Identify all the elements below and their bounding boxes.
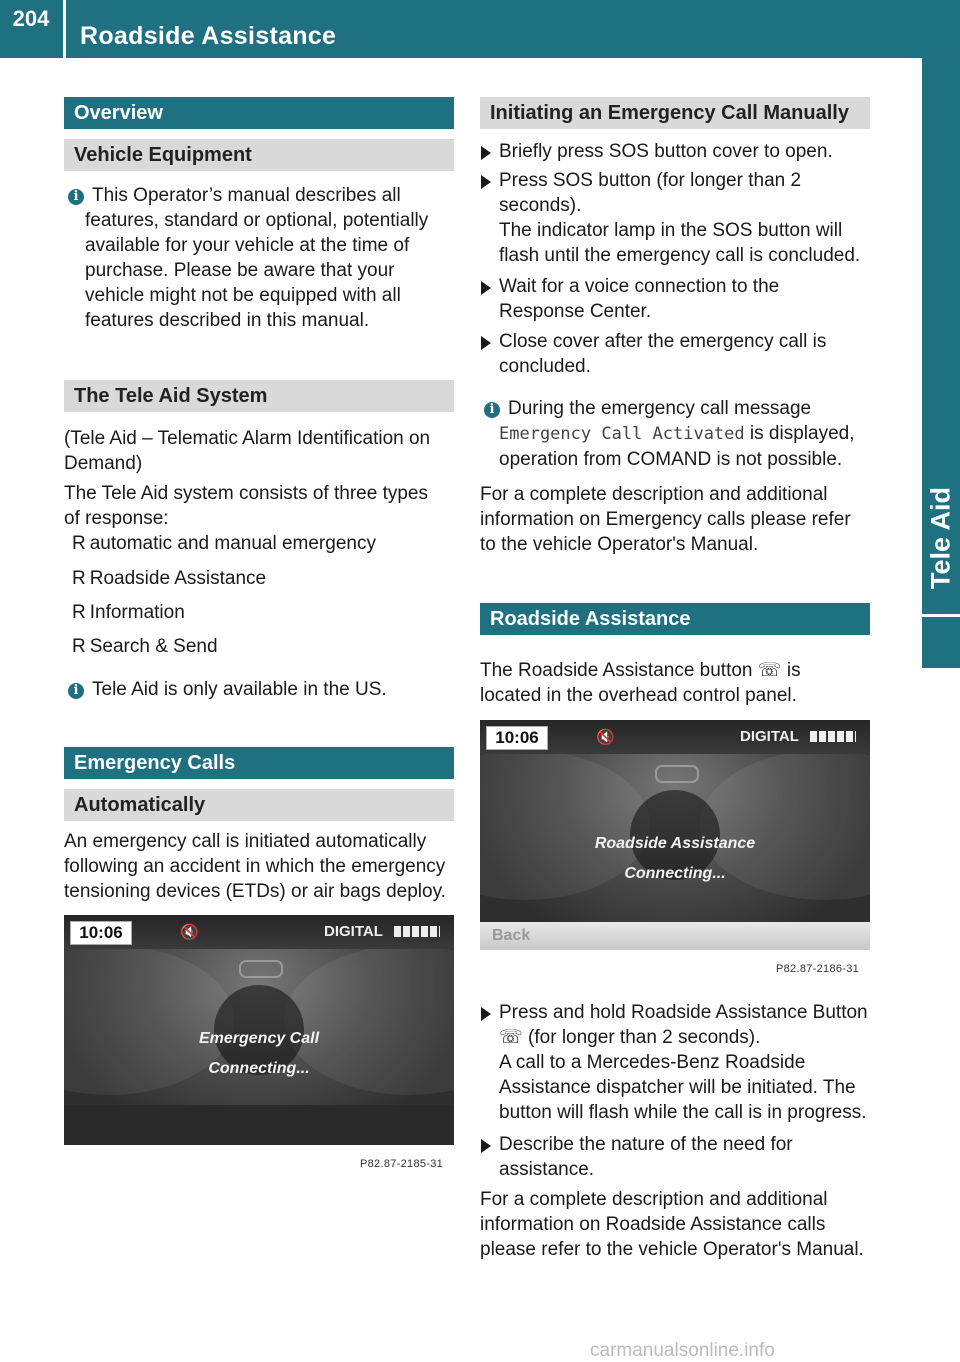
text-line: is [786,660,801,681]
text-line: Response Center. [499,301,652,322]
step-text [499,274,779,324]
side-tab-label-wrap [922,58,960,614]
roadside-intro [480,658,875,708]
mute-icon: 🔇 [180,924,199,941]
step-text [499,329,826,379]
sos-pill-icon [655,765,699,783]
signal-strength-icon [394,926,440,937]
tele-aid-heading: The Tele Aid System [64,380,454,412]
screen-back-button: Back [480,922,870,950]
note-line: This Operator’s manual describes all [92,185,401,206]
step-arrow-icon [481,146,491,160]
text-line: A call to a Mercedes-Benz Roadside [499,1052,806,1073]
image-caption: P82.87-2185-31 [360,1158,444,1170]
automatically-heading: Automatically [64,789,454,821]
response-item [72,566,266,591]
note-line: purchase. Please be aware that your [85,260,395,281]
step-arrow-icon [481,336,491,350]
us-note [68,677,387,702]
response-item [72,531,376,556]
text-line: Wait for a voice connection to the [499,276,780,297]
text-line: The indicator lamp in the SOS button will [499,220,843,241]
text-line: Describe the nature of the need for [499,1134,793,1155]
side-tab-label: Tele Aid [925,486,956,590]
text-line: The Roadside Assistance button [480,660,753,681]
image-caption: P82.87-2186-31 [776,963,860,975]
roadside-screen [480,720,870,950]
note-text: Tele Aid is only available in the US. [92,679,387,700]
text-line: of response: [64,508,169,529]
response-label: Roadside Assistance [89,568,267,589]
bullet-icon: R [72,602,86,623]
text-line: flash until the emergency call is concluded. [499,245,861,266]
vehicle-equipment-heading: Vehicle Equipment [64,139,454,171]
emergency-call-screen [64,915,454,1145]
manual-call-heading: Initiating an Emergency Call Manually [480,97,870,129]
text-line: An emergency call is initiated automatically [64,831,427,852]
step-arrow-icon [481,1007,491,1021]
screen-digital-label: DIGITAL [740,728,799,745]
tele-aid-desc [64,481,459,531]
automatic-text [64,829,459,904]
response-item [72,634,218,659]
roadside-button-icon: ☏ [499,1027,529,1048]
header-divider [63,0,66,58]
roadside-more-info [480,1187,880,1262]
bullet-icon: R [72,568,86,589]
step-text [499,1000,879,1125]
page-title: Roadside Assistance [80,22,337,50]
step-arrow-icon [481,175,491,189]
text-line: please refer to the vehicle Operator's Manual. [480,1239,864,1260]
watermark: carmanualsonline.info [590,1340,775,1361]
note-line: features, standard or optional, potentially [85,210,429,231]
text-line: For a complete description and additional [480,1189,828,1210]
text-line: following an accident in which the emergency [64,856,446,877]
signal-strength-icon [810,731,856,742]
step-arrow-icon [481,1139,491,1153]
page-number: 204 [12,6,50,31]
screen-clock: 10:06 [486,726,548,750]
screen-status-message: Connecting... [208,1060,310,1077]
screen-digital-label: DIGITAL [324,923,383,940]
text-line: For a complete description and additional [480,484,828,505]
roadside-heading: Roadside Assistance [480,603,870,635]
text-line: information on Roadside Assistance calls [480,1214,826,1235]
emergency-more-info [480,482,875,557]
text-line: Assistance dispatcher will be initiated. The [499,1077,856,1098]
step-arrow-icon [481,281,491,295]
text-line: information on Emergency calls please refer [480,509,851,530]
emergency-calls-heading: Emergency Calls [64,747,454,779]
text-line: to the vehicle Operator's Manual. [480,534,759,555]
mute-icon: 🔇 [596,729,615,746]
text-line: During the emergency call message [508,398,812,419]
text-line: (for longer than 2 seconds). [528,1027,761,1048]
text-line: concluded. [499,356,591,377]
text-line: Close cover after the emergency call is [499,331,827,352]
response-label: automatic and manual emergency [89,533,376,554]
sos-pill-icon [239,960,283,978]
screen-message: Emergency Call [198,1030,320,1047]
display-message: Emergency Call Activated [499,424,745,444]
overview-heading: Overview [64,97,454,129]
info-icon: i [484,402,500,418]
side-tab-divider [922,614,960,617]
text-line: The Tele Aid system consists of three types [64,483,428,504]
response-label: Search & Send [89,636,218,657]
note-line: vehicle might not be equipped with all [85,285,401,306]
vehicle-equipment-note [68,183,458,333]
response-label: Information [89,602,185,623]
response-item [72,600,185,625]
text-line: located in the overhead control panel. [480,685,797,706]
note-line: available for your vehicle at the time of [85,235,410,256]
text-line: (Tele Aid – Telematic Alarm Identification on [64,428,431,449]
screen-bottom-bar [64,1105,454,1145]
text-line: Press and hold Roadside Assistance Button [499,1002,868,1023]
screen-message: Roadside Assistance [594,835,756,852]
text-line: button will flash while the call is in progress. [499,1102,867,1123]
step-text [499,168,874,268]
info-icon: i [68,189,84,205]
screen-clock: 10:06 [70,921,132,945]
info-icon: i [68,683,84,699]
note-line: features described in this manual. [85,310,370,331]
text-line: Briefly press SOS button cover to open. [499,141,833,162]
text-line: tensioning devices (ETDs) or air bags deploy. [64,881,446,902]
step-text [499,1132,793,1182]
emergency-info-note [484,396,874,472]
bullet-icon: R [72,636,86,657]
text-line: Press SOS button (for longer than 2 [499,170,802,191]
text-line: is displayed, [744,423,855,444]
text-line: operation from COMAND is not possible. [499,449,843,470]
step-text [499,139,833,164]
tele-aid-intro [64,426,459,476]
text-line: assistance. [499,1159,595,1180]
bullet-icon: R [72,533,86,554]
text-line: seconds). [499,195,582,216]
text-line: Demand) [64,453,143,474]
screen-status-message: Connecting... [624,865,726,882]
roadside-button-icon: ☏ [757,660,782,681]
